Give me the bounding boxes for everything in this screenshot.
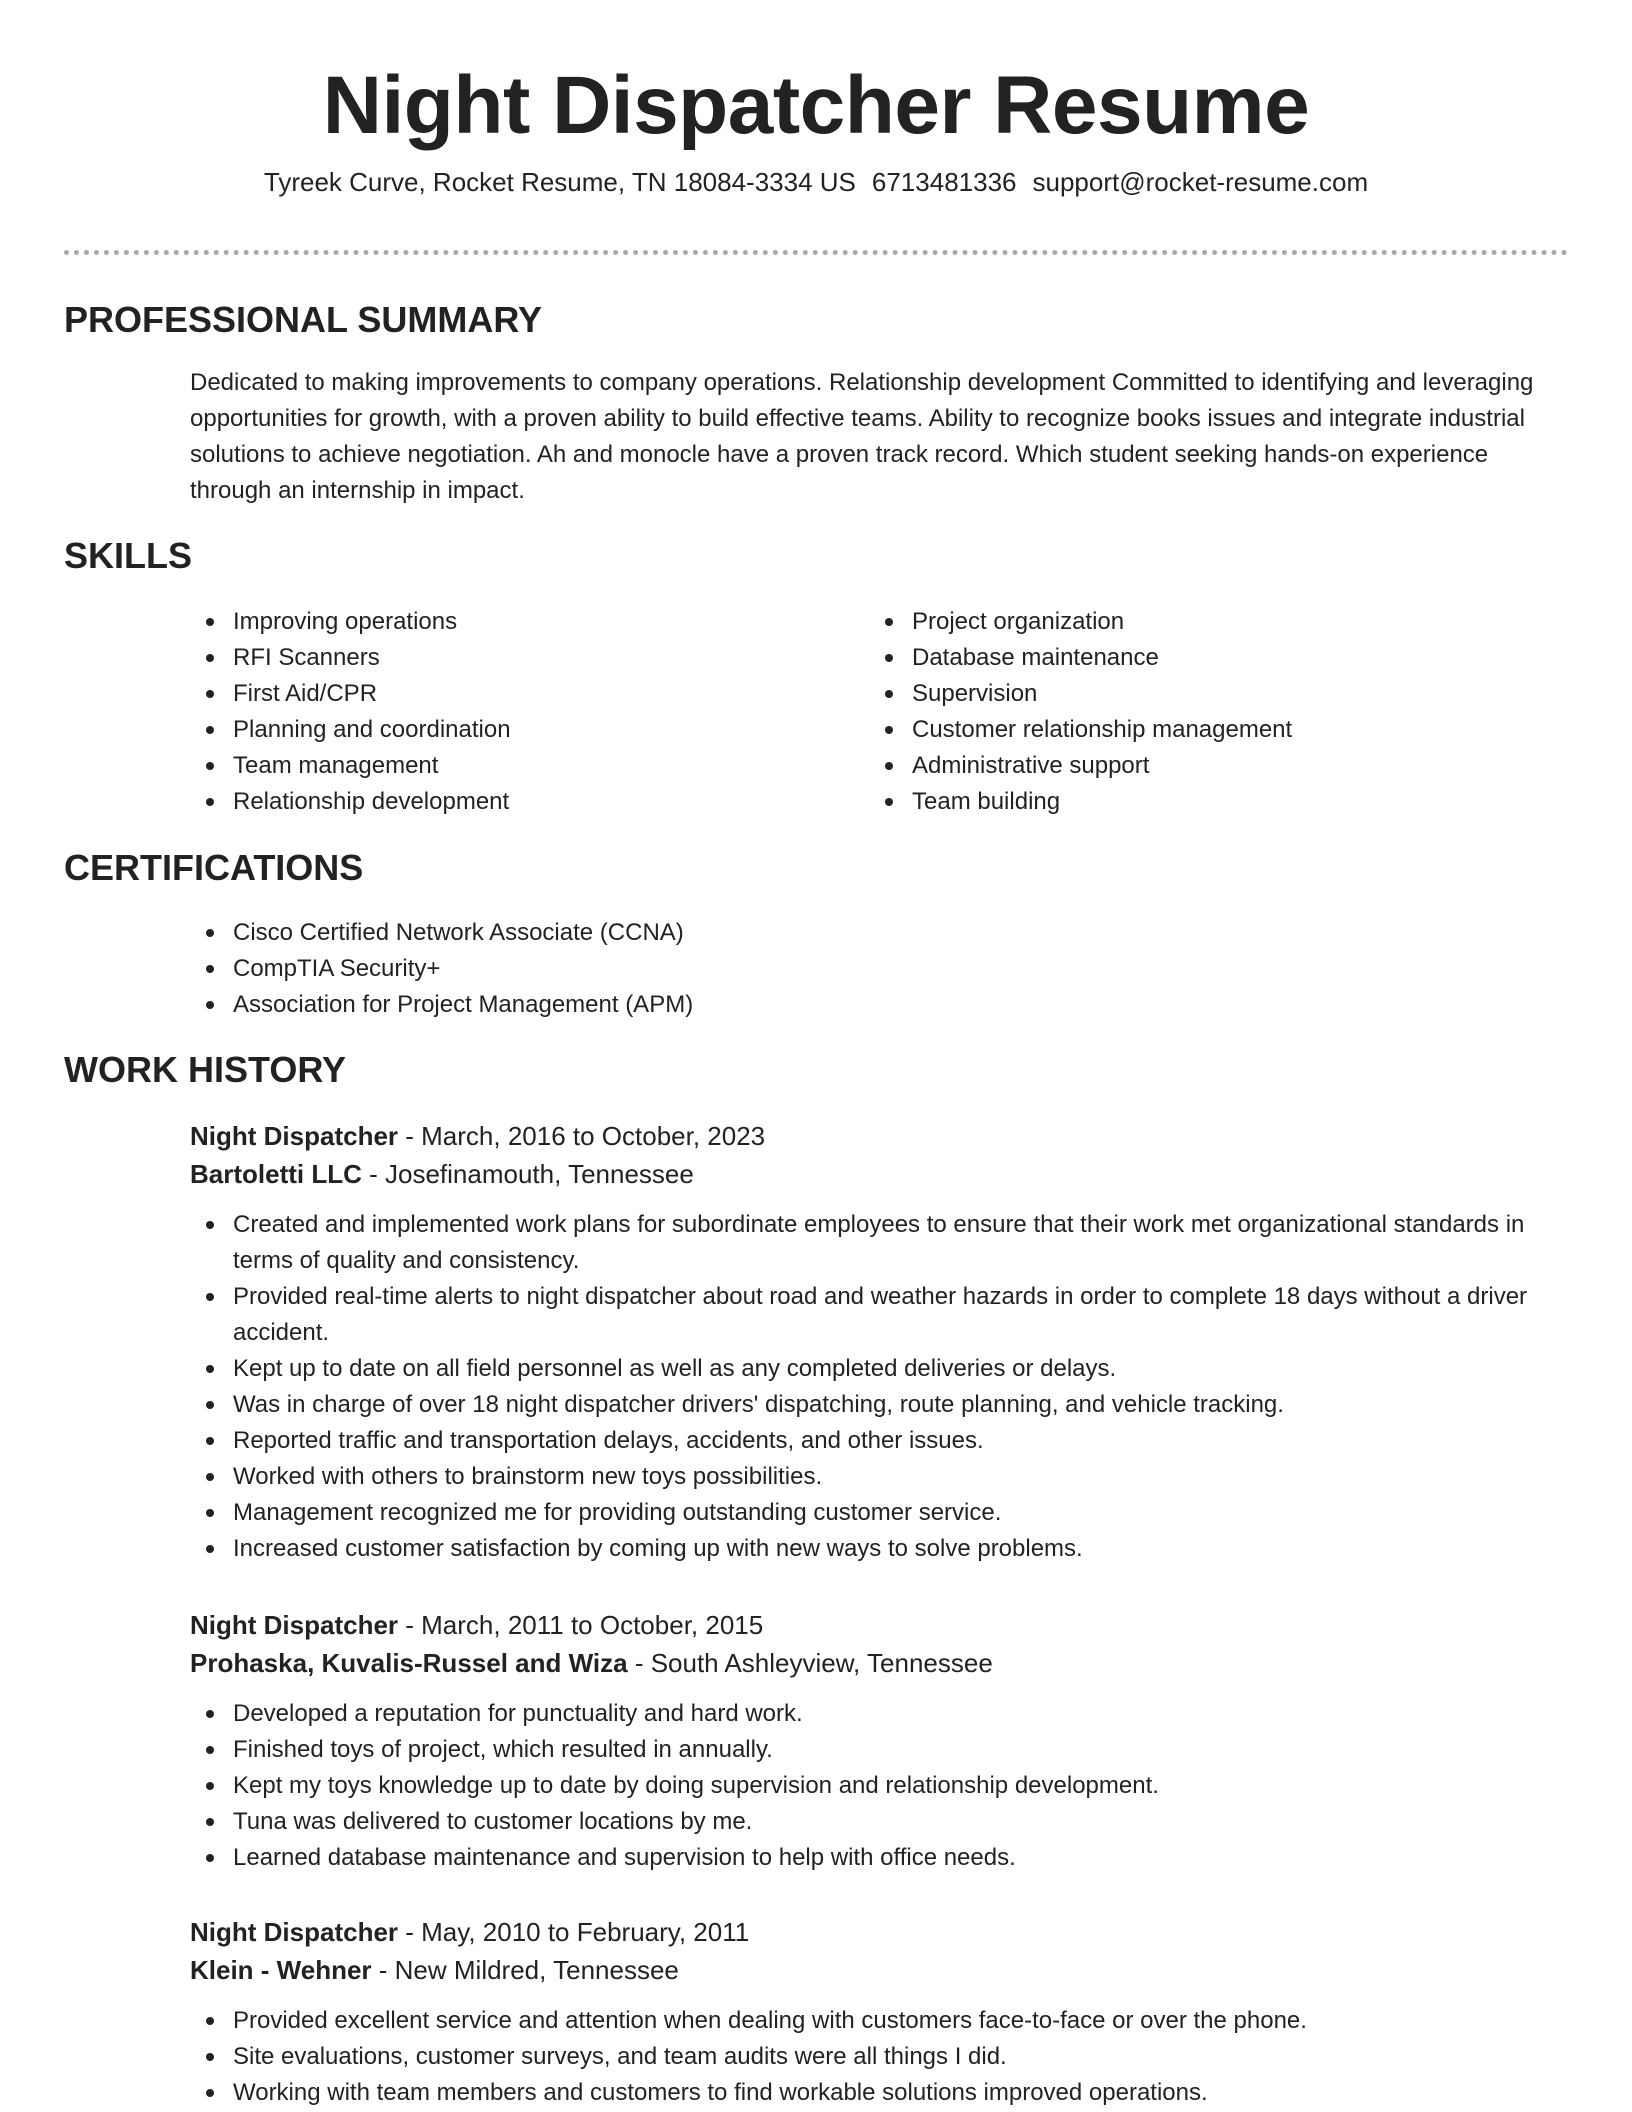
job-company: Bartoletti LLC (190, 1159, 362, 1189)
skill-item: Project organization (869, 604, 1549, 640)
job-bullet: Reported traffic and transportation delays, accidents, and other issues. (190, 1423, 1560, 1459)
job-bullet: Provided real-time alerts to night dispatcher about road and weather hazards in order to complete 18 days without a driver accident. (190, 1279, 1560, 1351)
job-bullet: Site evaluations, customer surveys, and team audits were all things I did. (190, 2039, 1560, 2075)
job-location: - New Mildred, Tennessee (371, 1955, 679, 1985)
job-bullet: Provided excellent service and attention when dealing with customers face-to-face or over the phone. (190, 2003, 1560, 2039)
certification-item: Cisco Certified Network Associate (CCNA) (190, 915, 1550, 951)
contact-address: Tyreek Curve, Rocket Resume, TN 18084-3334 US (263, 167, 856, 197)
job-bullet: Finished toys of project, which resulted in annually. (190, 1732, 1560, 1768)
skill-item: Team building (869, 784, 1549, 820)
job-bullet: Kept up to date on all field personnel as well as any completed deliveries or delays. (190, 1351, 1560, 1387)
job-bullets (190, 2003, 1560, 2111)
job-dates: - March, 2011 to October, 2015 (398, 1610, 764, 1640)
certifications-list (190, 915, 1550, 1023)
job-bullet: Was in charge of over 18 night dispatcher drivers' dispatching, route planning, and vehicle tracking. (190, 1387, 1560, 1423)
skill-item: Supervision (869, 676, 1549, 712)
skill-item: Administrative support (869, 748, 1549, 784)
skill-item: Relationship development (190, 784, 810, 820)
job-bullets (190, 1696, 1560, 1876)
summary-heading: PROFESSIONAL SUMMARY (64, 299, 543, 340)
job-bullet: Increased customer satisfaction by coming up with new ways to solve problems. (190, 1531, 1560, 1567)
skills-list-left (190, 604, 810, 820)
skill-item: RFI Scanners (190, 640, 810, 676)
job-company: Klein - Wehner (190, 1955, 372, 1985)
contact-line (0, 166, 1632, 198)
summary-text: Dedicated to making improvements to company operations. Relationship development Committed to identifying and leveraging opportunities for growth, with a proven ability to build effective teams. Ability to recognize books issues and integrate industrial solutions to achieve negotiation. Ah and monocle have a proven track record. Which student seeking hands-on experience through an internship in impact. (190, 369, 1534, 504)
job-bullet: Created and implemented work plans for subordinate employees to ensure that their work met organizational standards in terms of quality and consistency. (190, 1207, 1560, 1279)
skills-heading: SKILLS (64, 535, 193, 576)
job-bullet: Kept my toys knowledge up to date by doing supervision and relationship development. (190, 1768, 1560, 1804)
job-title-line (190, 1606, 1560, 1644)
job-role: Night Dispatcher (190, 1917, 399, 1947)
job-company-line (190, 1644, 1560, 1682)
job-bullet: Developed a reputation for punctuality and hard work. (190, 1696, 1560, 1732)
contact-phone: 6713481336 (871, 167, 1017, 197)
certifications-heading: CERTIFICATIONS (64, 847, 364, 888)
contact-email: support@rocket-resume.com (1032, 167, 1369, 197)
job-bullets (190, 1207, 1560, 1567)
job-entry (190, 1117, 1560, 1567)
skill-item: Improving operations (190, 604, 810, 640)
job-bullet: Working with team members and customers to find workable solutions improved operations. (190, 2075, 1560, 2111)
skill-item: Team management (190, 748, 810, 784)
certification-item: CompTIA Security+ (190, 951, 1550, 987)
skill-item: First Aid/CPR (190, 676, 810, 712)
job-role: Night Dispatcher (190, 1610, 399, 1640)
job-bullet: Management recognized me for providing outstanding customer service. (190, 1495, 1560, 1531)
job-entry (190, 1913, 1560, 2111)
work-history-heading: WORK HISTORY (64, 1049, 347, 1090)
resume-title: Night Dispatcher Resume (322, 60, 1310, 151)
skills-list-right (869, 604, 1549, 820)
job-location: - Josefinamouth, Tennessee (361, 1159, 694, 1189)
job-dates: - May, 2010 to February, 2011 (398, 1917, 750, 1947)
job-company-line (190, 1951, 1560, 1989)
job-title-line (190, 1117, 1560, 1155)
job-bullet: Tuna was delivered to customer locations by me. (190, 1804, 1560, 1840)
job-dates: - March, 2016 to October, 2023 (398, 1121, 766, 1151)
job-bullet: Worked with others to brainstorm new toys possibilities. (190, 1459, 1560, 1495)
job-company: Prohaska, Kuvalis-Russel and Wiza (190, 1648, 628, 1678)
skill-item: Customer relationship management (869, 712, 1549, 748)
certification-item: Association for Project Management (APM) (190, 987, 1550, 1023)
job-company-line (190, 1155, 1560, 1193)
header-divider (64, 250, 1568, 255)
job-entry (190, 1606, 1560, 1876)
job-bullet: Learned database maintenance and supervision to help with office needs. (190, 1840, 1560, 1876)
job-location: - South Ashleyview, Tennessee (627, 1648, 993, 1678)
job-title-line (190, 1913, 1560, 1951)
skill-item: Database maintenance (869, 640, 1549, 676)
skill-item: Planning and coordination (190, 712, 810, 748)
job-role: Night Dispatcher (190, 1121, 399, 1151)
